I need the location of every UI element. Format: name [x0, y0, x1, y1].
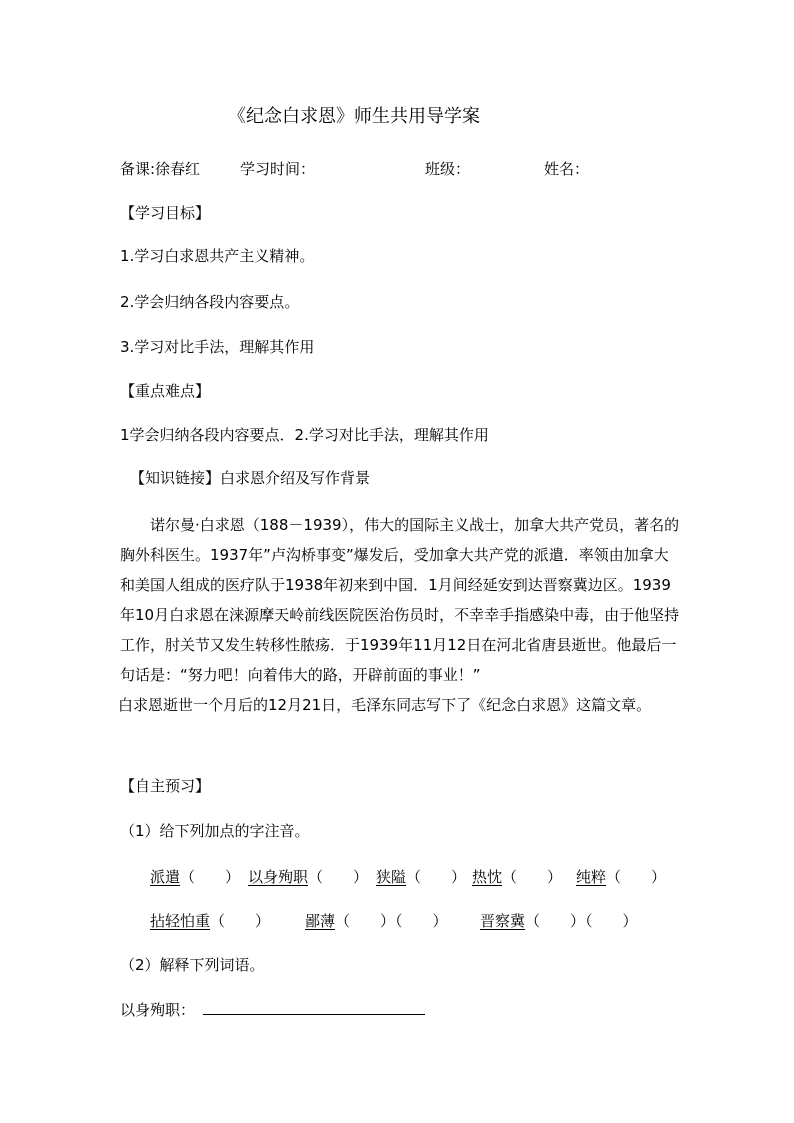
vocab-paren: （ ）（ ）	[335, 912, 448, 930]
goal-item: 2.学会归纳各段内容要点。	[120, 293, 300, 311]
section-key-heading: 【重点难点】	[120, 382, 211, 400]
goal-item: 1.学习白求恩共产主义精神。	[120, 247, 315, 265]
name-label: 姓名：	[544, 160, 590, 178]
vocab-word: 热忱	[472, 868, 503, 886]
vocab-paren: （ ）（ ）	[525, 912, 638, 930]
question-1: （1）给下列加点的字注音。	[120, 822, 310, 840]
vocab-item	[376, 866, 466, 887]
goal-item: 3.学习对比手法，理解其作用	[120, 338, 315, 356]
vocab-item	[305, 910, 448, 931]
vocab-paren: （ ）	[406, 868, 467, 886]
vocab-item	[248, 866, 368, 887]
section-knowledge-heading: 【知识链接】白求恩介绍及写作背景	[130, 469, 371, 487]
key-points: 1学会归纳各段内容要点．2.学习对比手法，理解其作用	[120, 426, 489, 444]
vocab-item	[472, 866, 562, 887]
vocab-paren: （ ）	[180, 868, 241, 886]
vocab-word: 以身殉职	[248, 868, 309, 886]
vocab-word: 狭隘	[376, 868, 407, 886]
knowledge-text	[120, 510, 680, 720]
vocab-item	[480, 910, 638, 931]
vocab-word: 拈轻怕重	[150, 912, 211, 930]
vocab-paren: （ ）	[308, 868, 369, 886]
study-time-label: 学习时间：	[240, 160, 316, 178]
knowledge-paragraph-2: 白求恩逝世一个月后的12月21日，毛泽东同志写下了《纪念白求恩》这篇文章。	[118, 696, 652, 714]
preparer-label: 备课:徐春红	[120, 160, 201, 178]
answer-blank-line[interactable]	[203, 1014, 425, 1015]
vocab-word: 晋察冀	[480, 912, 526, 930]
page-title: 《纪念白求恩》师生共用导学案	[228, 106, 480, 127]
vocab-paren: （ ）	[210, 912, 271, 930]
knowledge-paragraph: 诺尔曼·白求恩（188－1939），伟大的国际主义战士，加拿大共产党员，著名的胸外科医生。1937年”卢沟桥事变”爆发后，受加拿大共产党的派遣．率领由加拿大和美国人组成的医疗队于1938年初来到中国．1月间经延安到达晋察冀边区。1939年10月白求恩在涞源摩天岭前线医院医治伤员时，不幸幸手指感染中毒，由于他坚持工作，肘关节又发生转移性脓疡．于1939年11月12日在河北省唐县逝世。他最后一句话是：“努力吧！向着伟大的路，开辟前面的事业！”	[120, 516, 680, 684]
vocab-paren: （ ）	[502, 868, 563, 886]
vocab-word: 鄙薄	[305, 912, 336, 930]
vocab-item	[150, 866, 240, 887]
vocab-item	[150, 910, 270, 931]
vocab-word: 派遣	[150, 868, 181, 886]
vocab-word: 纯粹	[576, 868, 607, 886]
class-label: 班级：	[425, 160, 471, 178]
vocab-paren: （ ）	[606, 868, 667, 886]
section-goals-heading: 【学习目标】	[120, 204, 211, 222]
section-preview-heading: 【自主预习】	[120, 777, 211, 795]
vocab-item	[576, 866, 666, 887]
question-2: （2）解释下列词语。	[120, 956, 265, 974]
explain-term: 以身殉职：	[120, 1001, 196, 1019]
